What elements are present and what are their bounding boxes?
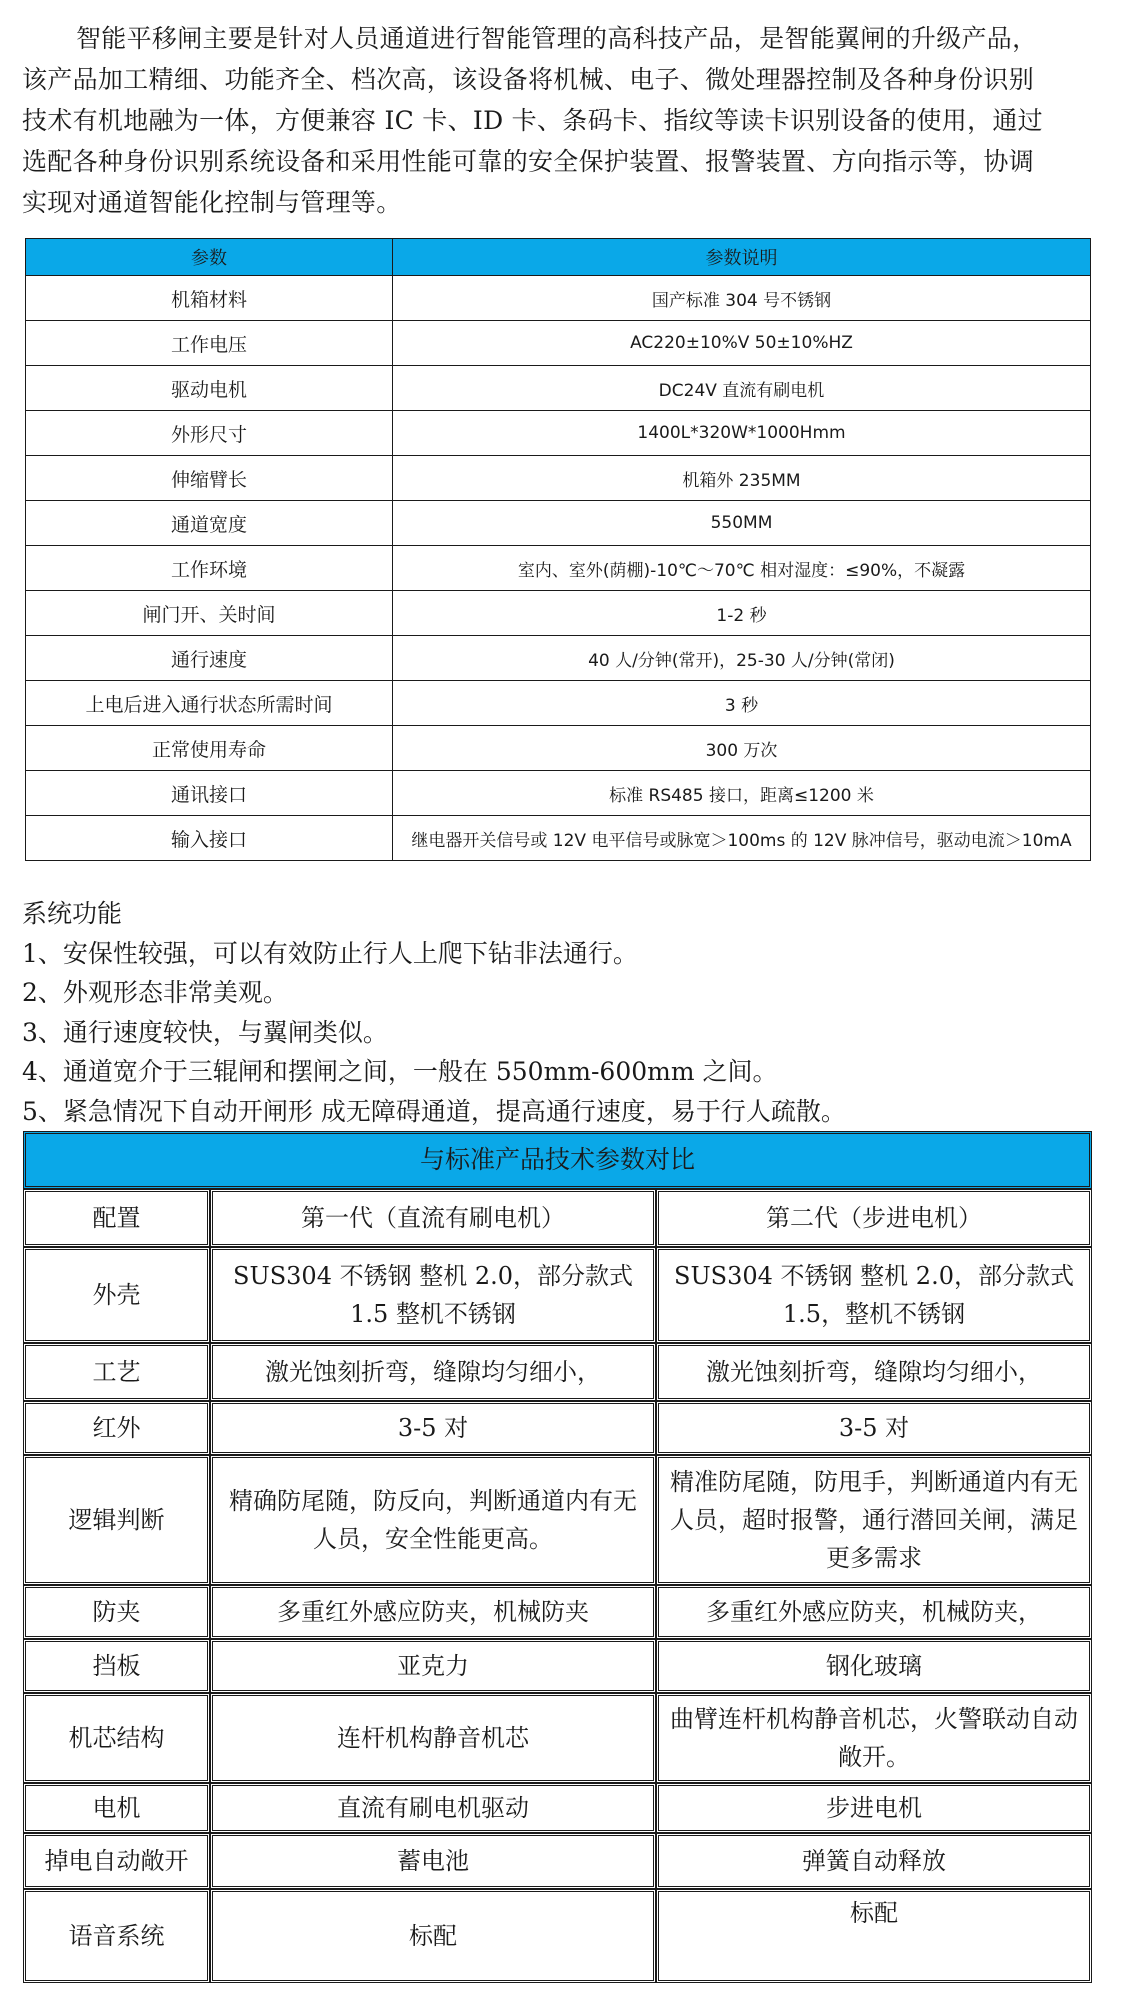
spec-header-param: 参数: [26, 239, 393, 276]
compare-label: 防夹: [23, 1585, 210, 1639]
spec-table: [25, 238, 1091, 861]
spec-desc: 标准 RS485 接口，距离≤1200 米: [393, 771, 1091, 816]
compare-gen2: 步进电机: [656, 1783, 1092, 1833]
intro-line: 选配各种身份识别系统设备和采用性能可靠的安全保护装置、报警装置、方向指示等，协调: [22, 147, 1035, 176]
spec-row: [26, 366, 1091, 411]
compare-gen2: 标配: [656, 1889, 1092, 1983]
compare-row: [23, 1639, 1092, 1693]
compare-label: 逻辑判断: [23, 1455, 210, 1585]
compare-label: 挡板: [23, 1639, 210, 1693]
spec-row: [26, 771, 1091, 816]
spec-param: 外形尺寸: [26, 411, 393, 456]
compare-label: 电机: [23, 1783, 210, 1833]
spec-param: 通讯接口: [26, 771, 393, 816]
spec-param: 机箱材料: [26, 276, 393, 321]
spec-row: [26, 501, 1091, 546]
compare-row: [23, 1889, 1092, 1983]
spec-row: [26, 591, 1091, 636]
spec-row: [26, 636, 1091, 681]
spec-row: [26, 321, 1091, 366]
compare-gen2: 精准防尾随，防甩手，判断通道内有无人员，超时报警，通行潜回关闸，满足更多需求: [656, 1455, 1092, 1585]
compare-gen1: 激光蚀刻折弯，缝隙均匀细小，: [210, 1343, 656, 1401]
spec-header-row: [26, 239, 1091, 276]
spec-param: 工作环境: [26, 546, 393, 591]
spec-desc: 3 秒: [393, 681, 1091, 726]
compare-label: 外壳: [23, 1247, 210, 1343]
compare-gen1: 多重红外感应防夹，机械防夹: [210, 1585, 656, 1639]
spec-param: 工作电压: [26, 321, 393, 366]
spec-param: 正常使用寿命: [26, 726, 393, 771]
intro-line: 实现对通道智能化控制与管理等。: [22, 188, 402, 217]
compare-row: [23, 1401, 1092, 1455]
spec-desc: DC24V 直流有刷电机: [393, 366, 1091, 411]
compare-gen2: 3-5 对: [656, 1401, 1092, 1455]
compare-gen1: 亚克力: [210, 1639, 656, 1693]
compare-gen1: 连杆机构静音机芯: [210, 1693, 656, 1783]
compare-label: 红外: [23, 1401, 210, 1455]
spec-desc: 机箱外 235MM: [393, 456, 1091, 501]
spec-header-desc: 参数说明: [393, 239, 1091, 276]
spec-desc: 300 万次: [393, 726, 1091, 771]
compare-gen1: 直流有刷电机驱动: [210, 1783, 656, 1833]
function-item: 2、外观形态非常美观。: [22, 978, 288, 1007]
spec-param: 输入接口: [26, 816, 393, 861]
spec-row: [26, 276, 1091, 321]
compare-gen2: 多重红外感应防夹，机械防夹，: [656, 1585, 1092, 1639]
compare-label: 掉电自动敞开: [23, 1833, 210, 1889]
compare-gen2: 钢化玻璃: [656, 1639, 1092, 1693]
compare-row: [23, 1693, 1092, 1783]
function-item: 1、安保性较强，可以有效防止行人上爬下钻非法通行。: [22, 938, 638, 968]
compare-title-row: [23, 1131, 1092, 1189]
compare-row: [23, 1247, 1092, 1343]
intro-line: 该产品加工精细、功能齐全、档次高，该设备将机械、电子、微处理器控制及各种身份识别: [22, 65, 1035, 94]
function-item: 3、通行速度较快，与翼闸类似。: [22, 1017, 388, 1047]
compare-header-gen2: 第二代（步进电机）: [656, 1189, 1092, 1247]
compare-row: [23, 1833, 1092, 1889]
spec-row: [26, 681, 1091, 726]
compare-gen1: 标配: [210, 1889, 656, 1983]
spec-desc: AC220±10%V 50±10%HZ: [393, 321, 1091, 366]
spec-param: 通道宽度: [26, 501, 393, 546]
compare-header-row: [23, 1189, 1092, 1247]
compare-gen2: 曲臂连杆机构静音机芯，火警联动自动敞开。: [656, 1693, 1092, 1783]
spec-row: [26, 411, 1091, 456]
spec-row: [26, 546, 1091, 591]
spec-row: [26, 816, 1091, 861]
intro-line: 智能平移闸主要是针对人员通道进行智能管理的高科技产品，是智能翼闸的升级产品，: [76, 24, 1038, 53]
compare-gen1: 蓄电池: [210, 1833, 656, 1889]
spec-desc: 1-2 秒: [393, 591, 1091, 636]
functions-title: 系统功能: [22, 899, 123, 928]
compare-gen2: 弹簧自动释放: [656, 1833, 1092, 1889]
compare-table: [23, 1131, 1092, 1983]
spec-desc: 继电器开关信号或 12V 电平信号或脉宽＞100ms 的 12V 脉冲信号，驱动电流＞10mA: [393, 816, 1091, 861]
compare-gen1: SUS304 不锈钢 整机 2.0，部分款式 1.5 整机不锈钢: [210, 1247, 656, 1343]
compare-row: [23, 1343, 1092, 1401]
compare-label: 工艺: [23, 1343, 210, 1401]
compare-header-gen1: 第一代（直流有刷电机）: [210, 1189, 656, 1247]
compare-label: 机芯结构: [23, 1693, 210, 1783]
function-item: 5、紧急情况下自动开闸形 成无障碍通道，提高通行速度，易于行人疏散。: [22, 1096, 846, 1126]
spec-param: 伸缩臂长: [26, 456, 393, 501]
intro-paragraph: [22, 18, 1082, 223]
functions-list: [22, 894, 1082, 1131]
compare-header-config: 配置: [23, 1189, 210, 1247]
compare-label: 语音系统: [23, 1889, 210, 1983]
compare-gen1: 精确防尾随，防反向，判断通道内有无人员，安全性能更高。: [210, 1455, 656, 1585]
spec-row: [26, 456, 1091, 501]
spec-desc: 550MM: [393, 501, 1091, 546]
compare-row: [23, 1455, 1092, 1585]
spec-desc: 室内、室外(荫棚)-10℃～70℃ 相对湿度：≤90%，不凝露: [393, 546, 1091, 591]
spec-desc: 40 人/分钟(常开)，25-30 人/分钟(常闭): [393, 636, 1091, 681]
spec-desc: 国产标准 304 号不锈钢: [393, 276, 1091, 321]
spec-row: [26, 726, 1091, 771]
spec-param: 上电后进入通行状态所需时间: [26, 681, 393, 726]
spec-param: 闸门开、关时间: [26, 591, 393, 636]
compare-gen2: 激光蚀刻折弯，缝隙均匀细小，: [656, 1343, 1092, 1401]
compare-gen1: 3-5 对: [210, 1401, 656, 1455]
spec-desc: 1400L*320W*1000Hmm: [393, 411, 1091, 456]
compare-gen2: SUS304 不锈钢 整机 2.0，部分款式 1.5，整机不锈钢: [656, 1247, 1092, 1343]
spec-param: 驱动电机: [26, 366, 393, 411]
function-item: 4、通道宽介于三辊闸和摆闸之间，一般在 550mm-600mm 之间。: [22, 1057, 778, 1086]
intro-line: 技术有机地融为一体，方便兼容 IC 卡、ID 卡、条码卡、指纹等读卡识别设备的使用，通过: [22, 106, 1043, 135]
spec-param: 通行速度: [26, 636, 393, 681]
compare-row: [23, 1783, 1092, 1833]
compare-row: [23, 1585, 1092, 1639]
compare-title: 与标准产品技术参数对比: [23, 1131, 1092, 1189]
